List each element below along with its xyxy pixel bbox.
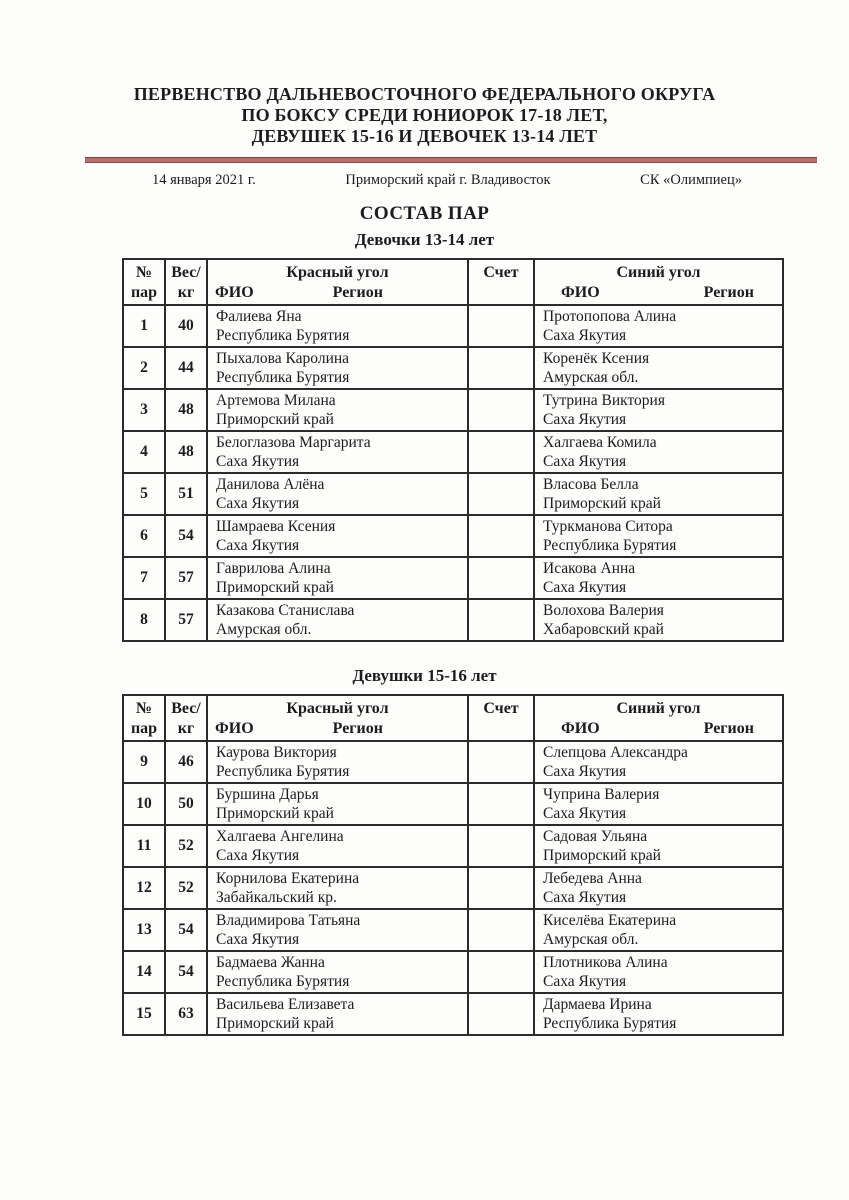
score-cell — [468, 867, 534, 909]
event-meta — [0, 172, 849, 189]
blue-boxer-region: Приморский край — [543, 495, 661, 512]
red-corner-cell — [207, 993, 468, 1035]
pair-row — [123, 389, 783, 431]
col-blue-corner: Синий угол ФИО Регион — [534, 695, 783, 741]
tables-host — [0, 230, 849, 1036]
col-score: Счет — [468, 259, 534, 305]
blue-boxer-name: Коренёк Ксения — [543, 350, 650, 367]
blue-fio-header: ФИО — [561, 284, 600, 301]
red-boxer-region: Саха Якутия — [216, 931, 300, 948]
title-line-2: ПО БОКСУ СРЕДИ ЮНИОРОК 17-18 ЛЕТ, — [241, 105, 608, 125]
pair-weight: 54 — [165, 515, 207, 557]
blue-corner-cell — [534, 347, 783, 389]
pair-row — [123, 909, 783, 951]
score-cell — [468, 389, 534, 431]
red-boxer-name: Казакова Станислава — [216, 602, 355, 619]
col-weight: Вес/ кг — [165, 259, 207, 305]
pair-number: 15 — [123, 993, 165, 1035]
title-line-3: ДЕВУШЕК 15-16 И ДЕВОЧЕК 13-14 ЛЕТ — [251, 126, 598, 146]
col-score: Счет — [468, 695, 534, 741]
red-corner-cell — [207, 951, 468, 993]
blue-corner-cell — [534, 783, 783, 825]
pair-number: 6 — [123, 515, 165, 557]
pair-weight: 48 — [165, 431, 207, 473]
pair-weight: 57 — [165, 599, 207, 641]
blue-boxer-name: Дармаева Ирина — [543, 996, 652, 1013]
score-cell — [468, 557, 534, 599]
red-corner-cell — [207, 473, 468, 515]
blue-corner-cell — [534, 431, 783, 473]
blue-boxer-region: Республика Бурятия — [543, 1015, 677, 1032]
red-corner-cell — [207, 909, 468, 951]
red-fio-header: ФИО — [215, 284, 254, 301]
blue-boxer-name: Плотникова Алина — [543, 954, 668, 971]
pairs-section — [0, 230, 849, 642]
red-boxer-name: Буршина Дарья — [216, 786, 319, 803]
pair-number: 14 — [123, 951, 165, 993]
blue-corner-cell — [534, 473, 783, 515]
red-boxer-name: Шамраева Ксения — [216, 518, 336, 535]
blue-boxer-name: Волохова Валерия — [543, 602, 664, 619]
pair-number: 9 — [123, 741, 165, 783]
blue-boxer-region: Саха Якутия — [543, 453, 627, 470]
pair-row — [123, 867, 783, 909]
pairs-table — [122, 258, 784, 642]
red-boxer-region: Саха Якутия — [216, 453, 300, 470]
pair-number: 8 — [123, 599, 165, 641]
table-title: Девушки 15-16 лет — [352, 666, 497, 685]
header-row — [123, 259, 783, 305]
blue-corner-cell — [534, 389, 783, 431]
pair-weight: 50 — [165, 783, 207, 825]
blue-corner-cell — [534, 993, 783, 1035]
blue-region-header: Регион — [703, 284, 754, 301]
col-red-corner: Красный угол ФИО Регион — [207, 695, 468, 741]
col-red-corner: Красный угол ФИО Регион — [207, 259, 468, 305]
pair-row — [123, 305, 783, 347]
score-cell — [468, 993, 534, 1035]
red-corner-cell — [207, 599, 468, 641]
pair-weight: 54 — [165, 909, 207, 951]
red-boxer-region: Республика Бурятия — [216, 327, 350, 344]
pair-number: 7 — [123, 557, 165, 599]
red-boxer-region: Приморский край — [216, 579, 334, 596]
pair-row — [123, 741, 783, 783]
header-row — [123, 695, 783, 741]
pair-weight: 52 — [165, 825, 207, 867]
pair-weight: 51 — [165, 473, 207, 515]
blue-boxer-name: Садовая Ульяна — [543, 828, 648, 845]
blue-boxer-region: Саха Якутия — [543, 411, 627, 428]
red-fio-header: ФИО — [215, 720, 254, 737]
blue-corner-cell — [534, 867, 783, 909]
red-boxer-name: Белоглазова Маргарита — [216, 434, 371, 451]
blue-corner-cell — [534, 909, 783, 951]
red-corner-cell — [207, 867, 468, 909]
blue-boxer-name: Тутрина Виктория — [543, 392, 665, 409]
pair-number: 11 — [123, 825, 165, 867]
pair-row — [123, 347, 783, 389]
red-boxer-region: Республика Бурятия — [216, 763, 350, 780]
blue-boxer-name: Чуприна Валерия — [543, 786, 660, 803]
pair-weight: 48 — [165, 389, 207, 431]
pair-row — [123, 431, 783, 473]
blue-corner-cell — [534, 825, 783, 867]
red-corner-cell — [207, 347, 468, 389]
blue-corner-cell — [534, 305, 783, 347]
col-weight: Вес/ кг — [165, 695, 207, 741]
red-boxer-name: Корнилова Екатерина — [216, 870, 360, 887]
red-boxer-name: Владимирова Татьяна — [216, 912, 361, 929]
red-region-header: Регион — [332, 720, 383, 737]
pair-row — [123, 515, 783, 557]
blue-boxer-name: Лебедева Анна — [543, 870, 642, 887]
pair-number: 2 — [123, 347, 165, 389]
red-boxer-name: Бадмаева Жанна — [216, 954, 325, 971]
red-boxer-name: Пыхалова Каролина — [216, 350, 350, 367]
pair-number: 1 — [123, 305, 165, 347]
red-corner-cell — [207, 825, 468, 867]
score-cell — [468, 305, 534, 347]
pair-weight: 54 — [165, 951, 207, 993]
event-date: 14 января 2021 г. — [152, 172, 256, 188]
blue-boxer-name: Туркманова Ситора — [543, 518, 673, 535]
blue-boxer-region: Саха Якутия — [543, 805, 627, 822]
pair-number: 12 — [123, 867, 165, 909]
blue-corner-cell — [534, 515, 783, 557]
score-cell — [468, 431, 534, 473]
blue-boxer-region: Амурская обл. — [543, 369, 639, 386]
blue-boxer-region: Саха Якутия — [543, 973, 627, 990]
blue-corner-cell — [534, 741, 783, 783]
red-boxer-region: Приморский край — [216, 411, 334, 428]
col-pair-number: № пар — [123, 695, 165, 741]
pairs-section — [0, 666, 849, 1036]
pair-weight: 40 — [165, 305, 207, 347]
pair-weight: 52 — [165, 867, 207, 909]
pair-number: 4 — [123, 431, 165, 473]
pairs-table — [122, 694, 784, 1036]
blue-boxer-region: Республика Бурятия — [543, 537, 677, 554]
blue-corner-cell — [534, 557, 783, 599]
blue-boxer-region: Хабаровский край — [543, 621, 664, 638]
blue-boxer-region: Саха Якутия — [543, 763, 627, 780]
blue-boxer-name: Киселёва Екатерина — [543, 912, 677, 929]
red-corner-cell — [207, 431, 468, 473]
blue-boxer-region: Амурская обл. — [543, 931, 639, 948]
page-title — [0, 84, 849, 147]
title-line-1: ПЕРВЕНСТВО ДАЛЬНЕВОСТОЧНОГО ФЕДЕРАЛЬНОГО ОКРУГА — [133, 84, 716, 104]
score-cell — [468, 515, 534, 557]
red-boxer-region: Саха Якутия — [216, 847, 300, 864]
red-boxer-name: Гаврилова Алина — [216, 560, 331, 577]
score-cell — [468, 951, 534, 993]
red-boxer-region: Амурская обл. — [216, 621, 312, 638]
red-corner-cell — [207, 557, 468, 599]
blue-boxer-region: Саха Якутия — [543, 327, 627, 344]
table-title: Девочки 13-14 лет — [354, 230, 495, 249]
pair-row — [123, 783, 783, 825]
col-pair-number: № пар — [123, 259, 165, 305]
blue-boxer-name: Слепцова Александра — [543, 744, 688, 761]
score-cell — [468, 473, 534, 515]
blue-boxer-name: Халгаева Комила — [543, 434, 657, 451]
score-cell — [468, 909, 534, 951]
pair-weight: 63 — [165, 993, 207, 1035]
blue-corner-cell — [534, 599, 783, 641]
score-cell — [468, 347, 534, 389]
red-boxer-region: Саха Якутия — [216, 495, 300, 512]
red-boxer-name: Фалиева Яна — [216, 308, 302, 325]
pair-row — [123, 557, 783, 599]
red-boxer-region: Приморский край — [216, 805, 334, 822]
red-boxer-name: Халгаева Ангелина — [216, 828, 344, 845]
pair-row — [123, 825, 783, 867]
pair-number: 13 — [123, 909, 165, 951]
red-corner-cell — [207, 741, 468, 783]
red-boxer-region: Приморский край — [216, 1015, 334, 1032]
pair-weight: 57 — [165, 557, 207, 599]
pair-number: 10 — [123, 783, 165, 825]
event-place: Приморский край г. Владивосток — [345, 172, 551, 188]
pair-weight: 46 — [165, 741, 207, 783]
red-boxer-name: Каурова Виктория — [216, 744, 337, 761]
event-venue: СК «Олимпиец» — [640, 172, 742, 188]
blue-boxer-region: Саха Якутия — [543, 579, 627, 596]
score-cell — [468, 783, 534, 825]
blue-boxer-region: Приморский край — [543, 847, 661, 864]
pair-row — [123, 599, 783, 641]
pair-row — [123, 473, 783, 515]
blue-region-header: Регион — [703, 720, 754, 737]
red-corner-cell — [207, 389, 468, 431]
red-boxer-region: Забайкальский кр. — [216, 889, 337, 906]
score-cell — [468, 599, 534, 641]
blue-boxer-name: Протопопова Алина — [543, 308, 677, 325]
blue-fio-header: ФИО — [561, 720, 600, 737]
pair-number: 5 — [123, 473, 165, 515]
red-boxer-region: Республика Бурятия — [216, 369, 350, 386]
blue-corner-cell — [534, 951, 783, 993]
score-cell — [468, 825, 534, 867]
section-title: СОСТАВ ПАР — [359, 203, 490, 224]
pair-number: 3 — [123, 389, 165, 431]
red-corner-cell — [207, 783, 468, 825]
red-region-header: Регион — [332, 284, 383, 301]
accent-divider — [85, 157, 817, 163]
score-cell — [468, 741, 534, 783]
pair-weight: 44 — [165, 347, 207, 389]
red-boxer-name: Васильева Елизавета — [216, 996, 355, 1013]
red-corner-cell — [207, 305, 468, 347]
blue-boxer-region: Саха Якутия — [543, 889, 627, 906]
red-corner-cell — [207, 515, 468, 557]
blue-boxer-name: Исакова Анна — [543, 560, 636, 577]
red-boxer-name: Артемова Милана — [216, 392, 336, 409]
red-boxer-name: Данилова Алёна — [216, 476, 325, 493]
blue-boxer-name: Власова Белла — [543, 476, 639, 493]
red-boxer-region: Саха Якутия — [216, 537, 300, 554]
col-blue-corner: Синий угол ФИО Регион — [534, 259, 783, 305]
red-boxer-region: Республика Бурятия — [216, 973, 350, 990]
pair-row — [123, 993, 783, 1035]
pair-row — [123, 951, 783, 993]
